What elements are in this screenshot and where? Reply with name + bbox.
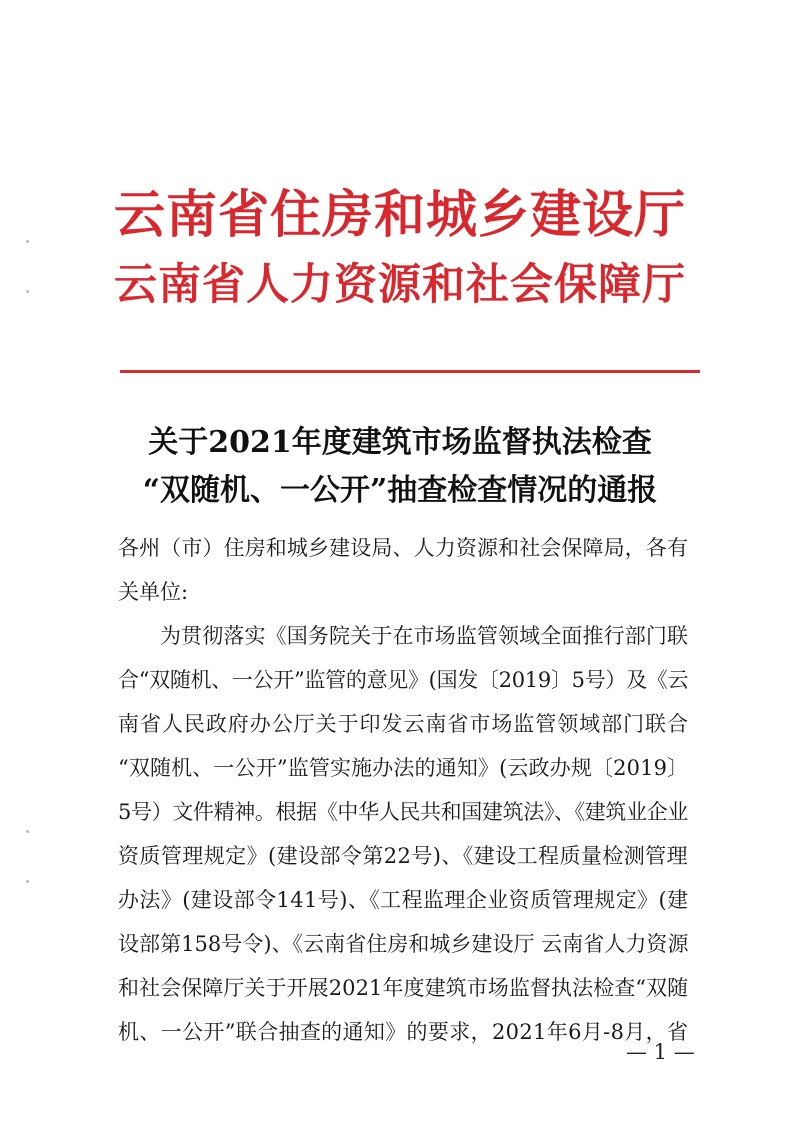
document-title-line-2: “双随机、一公开”抽查检查情况的通报: [142, 473, 658, 508]
body-line-1: 各州（市）住房和城乡建设局、人力资源和社会保障局，各有: [118, 536, 689, 560]
issuing-org-line-2: 云南省人力资源和社会保障厅: [114, 260, 686, 310]
issuing-org-line-1: 云南省住房和城乡建设厅: [113, 185, 686, 245]
body-line-10: 设部第158号令)、《云南省住房和城乡建设厅 云南省人力资源: [118, 932, 689, 956]
binding-hole-mark: [26, 290, 29, 293]
binding-hole-mark: [26, 830, 29, 833]
body-line-6: “双随机、一公开”监管实施办法的通知》(云政办规〔2019〕: [118, 756, 689, 780]
body-line-7: 5号）文件精神。根据《中华人民共和国建筑法》、《建筑业企业: [118, 800, 689, 824]
body-line-12: 机、一公开”联合抽查的通知》的要求，2021年6月-8月，省: [118, 1020, 689, 1044]
body-line-4: 合“双随机、一公开”监管的意见》(国发〔2019〕5号）及《云: [118, 668, 689, 692]
binding-hole-mark: [26, 880, 29, 883]
binding-hole-mark: [26, 240, 29, 243]
page-number: — 1 —: [626, 1040, 695, 1064]
body-line-2: 关单位:: [118, 580, 189, 604]
body-line-8: 资质管理规定》(建设部令第22号)、《建设工程质量检测管理: [118, 844, 689, 868]
body-line-5: 南省人民政府办公厅关于印发云南省市场监管领域部门联合: [118, 712, 689, 736]
body-line-9: 办法》(建设部令141号)、《工程监理企业资质管理规定》(建: [118, 888, 689, 912]
red-divider-line: [120, 370, 700, 373]
body-line-3: 为贯彻落实《国务院关于在市场监管领域全面推行部门联: [160, 624, 689, 648]
body-line-11: 和社会保障厅关于开展2021年度建筑市场监督执法检查“双随: [118, 976, 689, 1000]
document-title-line-1: 关于2021年度建筑市场监督执法检查: [148, 425, 652, 460]
